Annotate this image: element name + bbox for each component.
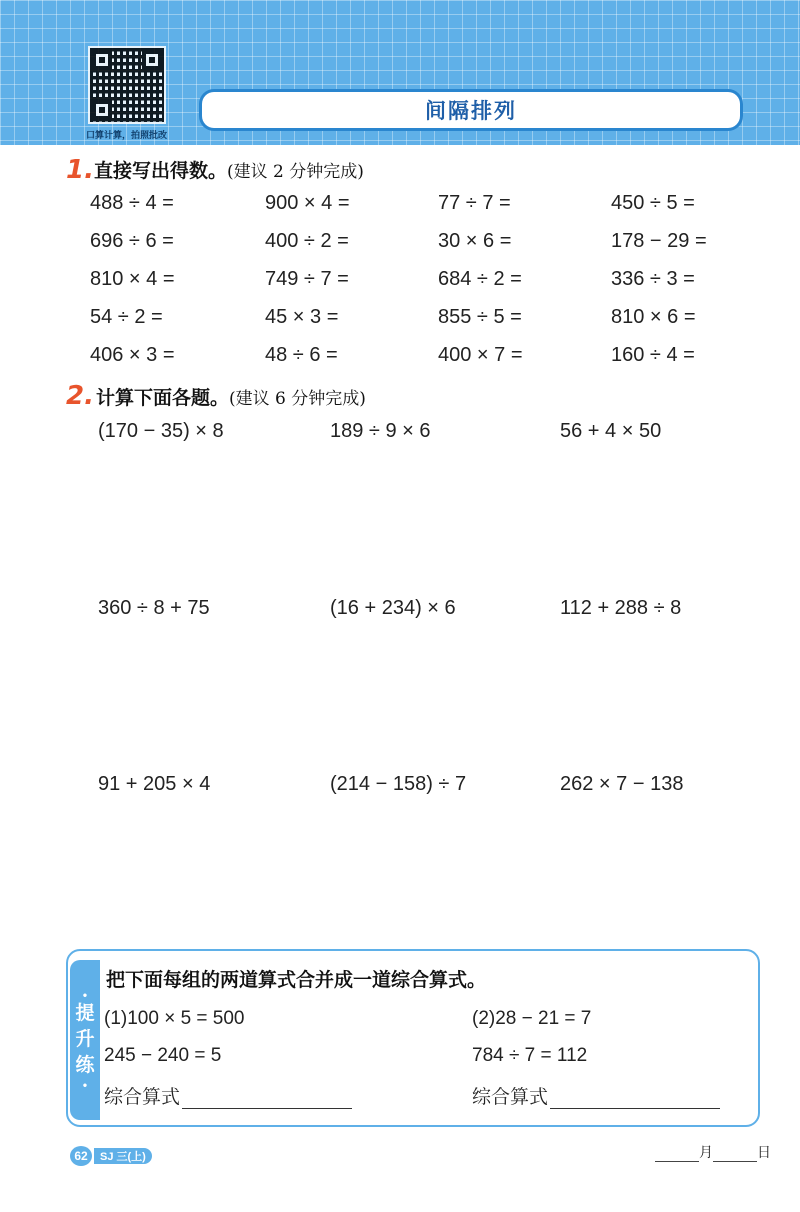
- section2-problem: 360 ÷ 8 + 75: [98, 597, 210, 619]
- section1-problem: 406 × 3 =: [90, 344, 175, 366]
- section1-title: [94, 156, 364, 183]
- bonus-instruction: 把下面每组的两道算式合并成一道综合算式。: [106, 970, 487, 991]
- bonus-tab-char: 升: [75, 1029, 95, 1050]
- group1-line1: (1)100 × 5 = 500: [104, 1008, 245, 1029]
- section1-problem: 810 × 6 =: [611, 306, 696, 328]
- section1-problem: 400 ÷ 2 =: [265, 230, 349, 252]
- section1-problem: 400 × 7 =: [438, 344, 523, 366]
- group1-answer-label: 综合算式: [104, 1087, 181, 1108]
- group2-answer-blank[interactable]: [550, 1089, 720, 1109]
- section2-hint: (建议 6 分钟完成): [229, 389, 366, 409]
- section1-problem: 696 ÷ 6 =: [90, 230, 174, 252]
- section2-problem: 56 + 4 × 50: [560, 420, 662, 442]
- book-tag: SJ 三(上): [94, 1148, 152, 1164]
- date-field: [655, 1142, 771, 1162]
- section1-problem: 684 ÷ 2 =: [438, 268, 522, 290]
- section1-problem: 336 ÷ 3 =: [611, 268, 695, 290]
- section1-number: 1.: [66, 155, 94, 185]
- group1-answer-blank[interactable]: [182, 1089, 352, 1109]
- section2-problem: (170 − 35) × 8: [98, 420, 224, 442]
- section2-title: [96, 383, 366, 410]
- section1-problem: 855 ÷ 5 =: [438, 306, 522, 328]
- section1-problem: 30 × 6 =: [438, 230, 512, 252]
- lesson-title: 间隔排列: [425, 100, 517, 123]
- section1-problem: 48 ÷ 6 =: [265, 344, 338, 366]
- section2-problem: 91 + 205 × 4: [98, 773, 211, 795]
- group2-answer: [472, 1082, 720, 1109]
- section1-problem: 77 ÷ 7 =: [438, 192, 511, 214]
- group2-line2: 784 ÷ 7 = 112: [472, 1045, 588, 1066]
- section1-problem: 54 ÷ 2 =: [90, 306, 163, 328]
- qr-code-icon: [88, 46, 166, 124]
- month-blank[interactable]: [655, 1148, 699, 1162]
- page-number: 62: [70, 1146, 92, 1166]
- section2-problem: (214 − 158) ÷ 7: [330, 773, 467, 795]
- bonus-tab-char: 练: [75, 1055, 95, 1076]
- bonus-tab: • 提 升 练 •: [70, 960, 100, 1120]
- section2-title-text: 计算下面各题。: [96, 388, 230, 409]
- qr-caption: 口算计算，拍照批改: [86, 130, 168, 140]
- section2-problem: 189 ÷ 9 × 6: [330, 420, 431, 442]
- section1-hint: (建议 2 分钟完成): [227, 162, 364, 182]
- group2-answer-label: 综合算式: [472, 1087, 549, 1108]
- section2-number: 2.: [66, 381, 94, 411]
- section1-problem: 450 ÷ 5 =: [611, 192, 695, 214]
- section1-problem: 178 − 29 =: [611, 230, 707, 252]
- section1-problem: 749 ÷ 7 =: [265, 268, 349, 290]
- section2-problem: 112 + 288 ÷ 8: [560, 597, 682, 619]
- group1-answer: [104, 1082, 352, 1109]
- group2-line1: (2)28 − 21 = 7: [472, 1008, 592, 1029]
- section1-title-text: 直接写出得数。: [94, 161, 228, 182]
- footer-badge: [70, 1146, 152, 1166]
- section1-problem: 45 × 3 =: [265, 306, 339, 328]
- day-blank[interactable]: [713, 1148, 757, 1162]
- section2-problem: (16 + 234) × 6: [330, 597, 456, 619]
- section1-problem: 810 × 4 =: [90, 268, 175, 290]
- section2-problem: 262 × 7 − 138: [560, 773, 684, 795]
- section1-problem: 160 ÷ 4 =: [611, 344, 695, 366]
- month-label: 月: [699, 1144, 713, 1160]
- section1-problem: 900 × 4 =: [265, 192, 350, 214]
- day-label: 日: [757, 1144, 771, 1160]
- lesson-title-bar: [202, 92, 740, 128]
- section1-problem: 488 ÷ 4 =: [90, 192, 174, 214]
- bonus-tab-char: 提: [75, 1003, 95, 1024]
- group1-line2: 245 − 240 = 5: [104, 1045, 222, 1066]
